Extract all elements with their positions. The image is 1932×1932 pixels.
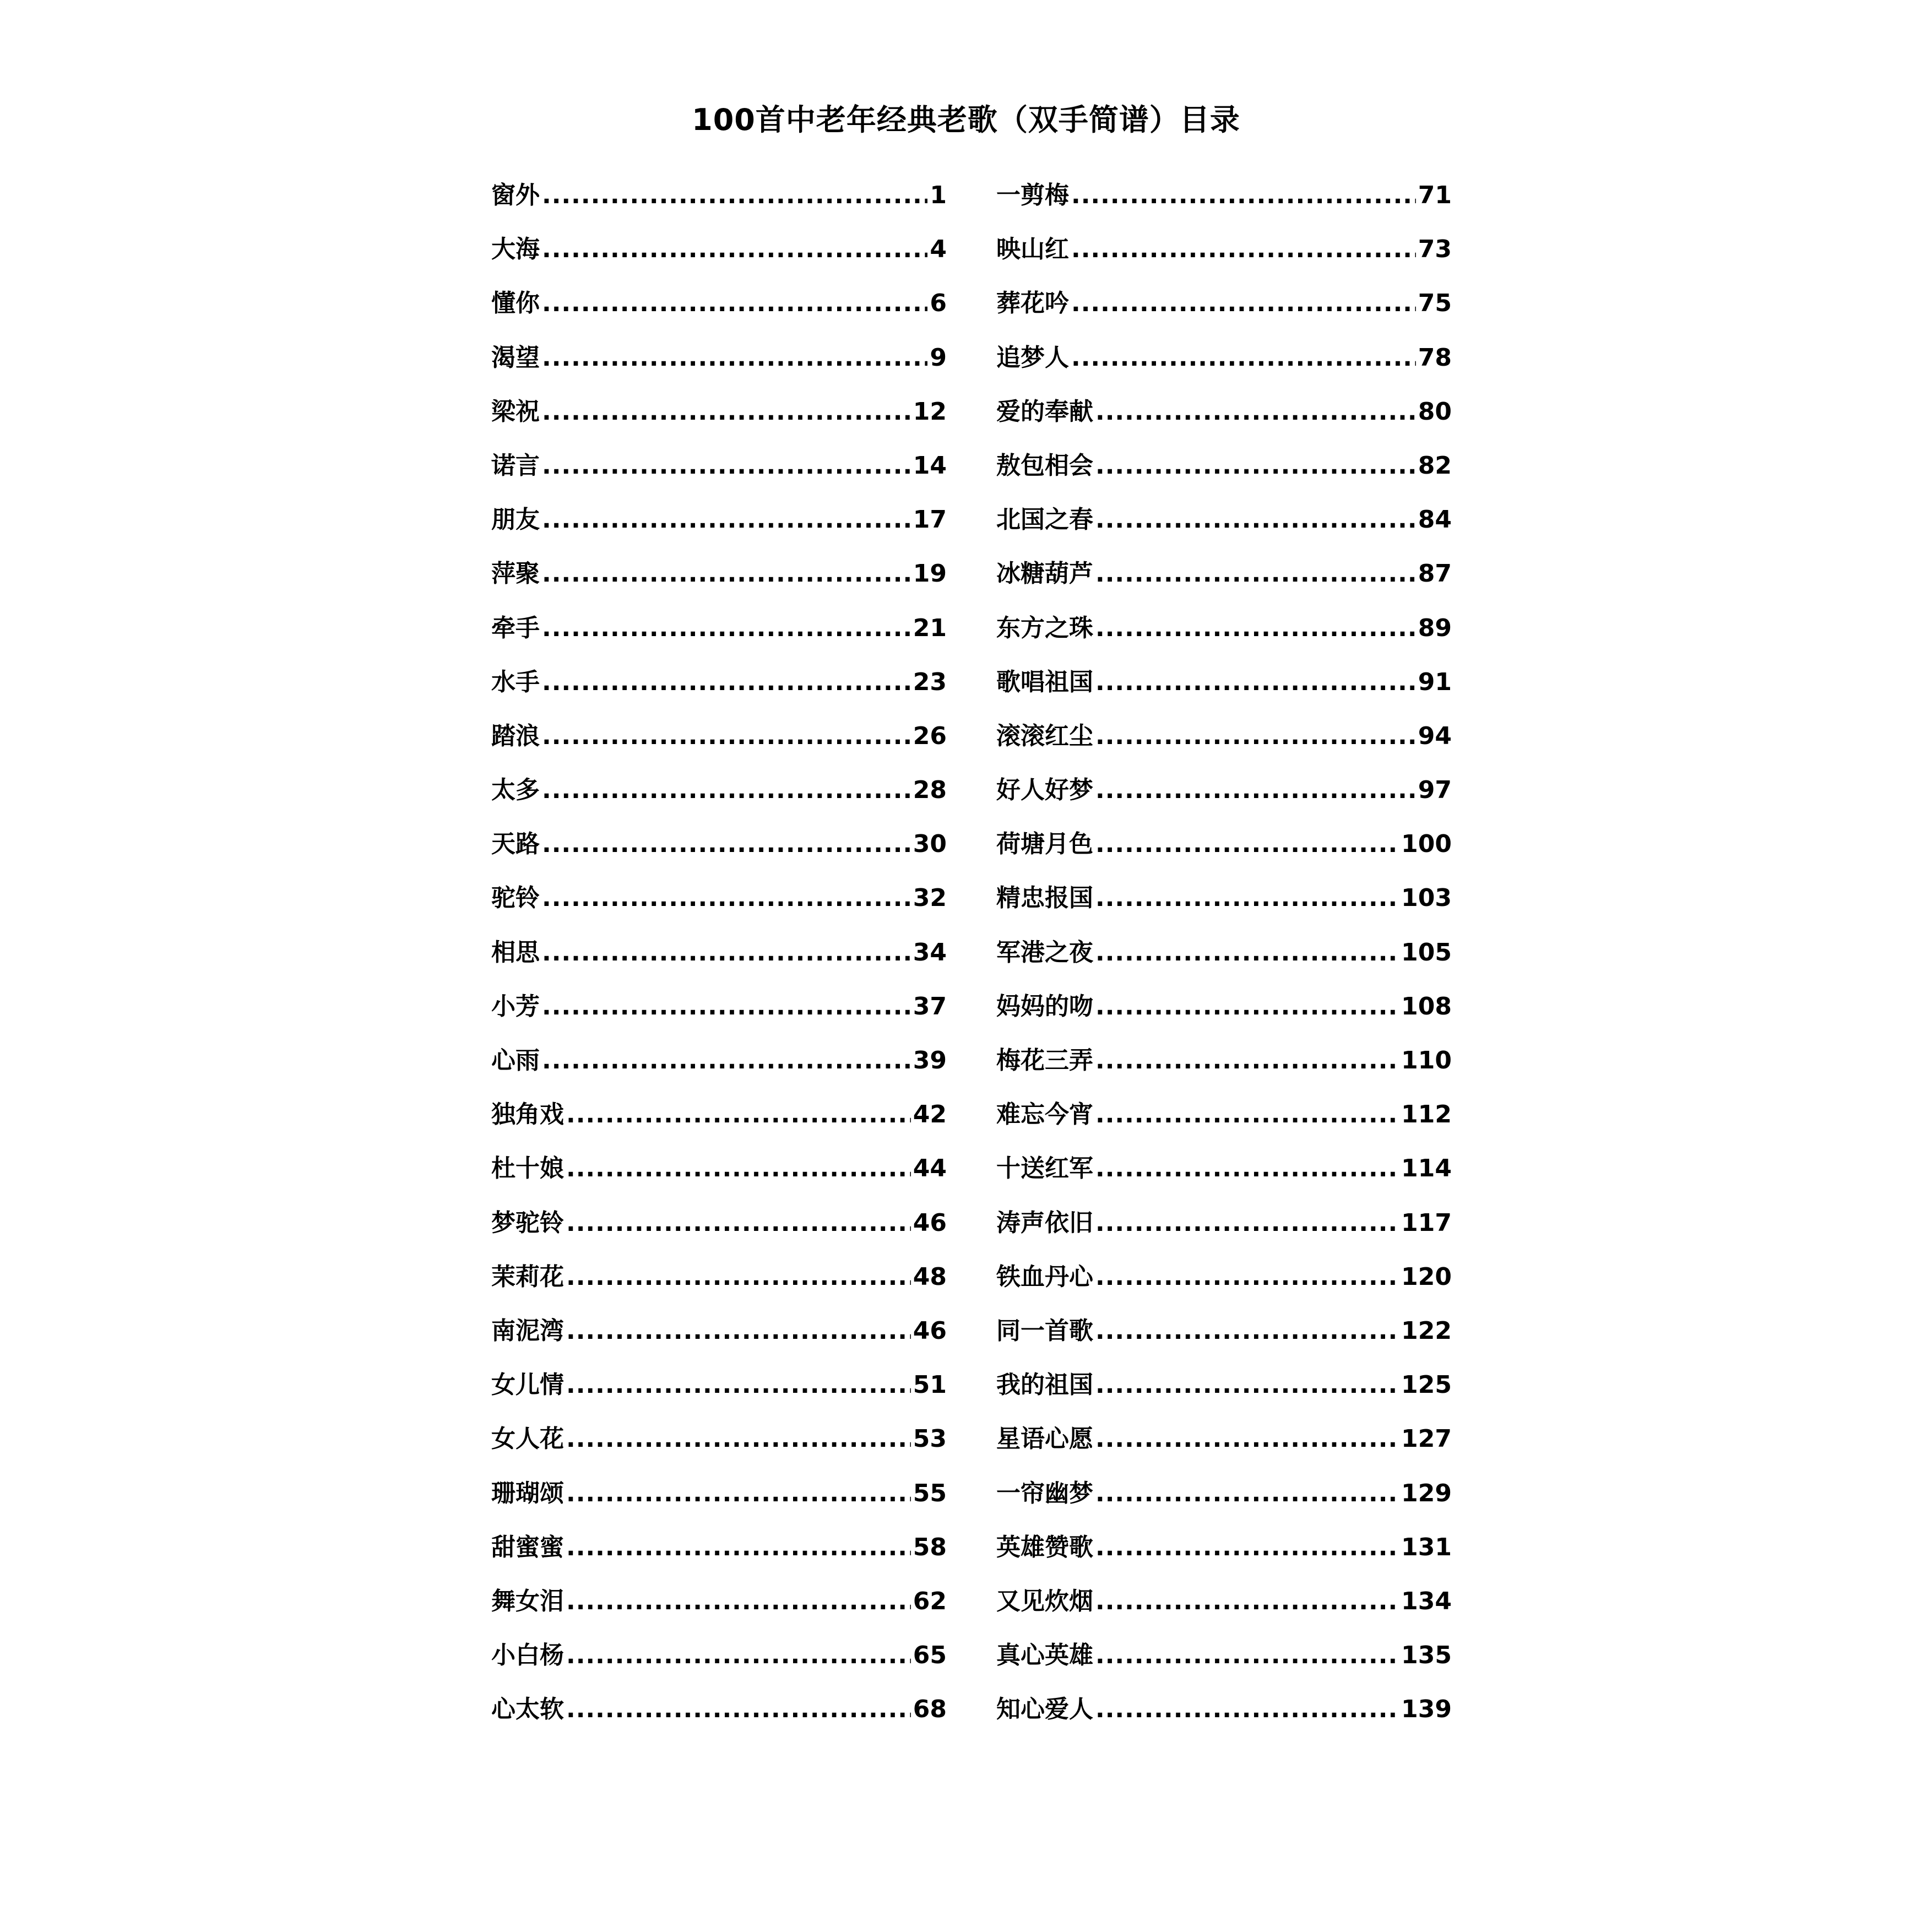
toc-entry-title: 梅花三弄 <box>996 1046 1093 1074</box>
dot-leader <box>542 763 911 817</box>
toc-entry-title: 真心英雄 <box>996 1641 1093 1670</box>
dot-leader <box>1095 439 1416 493</box>
toc-entry-page-number: 117 <box>1401 1208 1452 1237</box>
dot-leader <box>1095 817 1399 871</box>
dot-leader <box>1095 709 1416 763</box>
dot-leader <box>542 980 911 1034</box>
toc-entry-page-number: 78 <box>1418 343 1452 372</box>
dot-leader <box>542 547 911 601</box>
toc-entry <box>491 871 947 925</box>
toc-entry-page-number: 65 <box>913 1641 947 1670</box>
toc-entry-page-number: 127 <box>1401 1425 1452 1453</box>
toc-entry <box>491 980 947 1034</box>
toc-entry <box>996 601 1452 655</box>
toc-entry <box>491 276 947 330</box>
dot-leader <box>542 709 911 763</box>
dot-leader <box>542 169 927 222</box>
toc-entry-title: 大海 <box>491 235 540 264</box>
toc-entry-title: 爱的奉献 <box>996 397 1093 426</box>
toc-entry-page-number: 139 <box>1401 1695 1452 1724</box>
toc-entry-page-number: 17 <box>913 506 947 534</box>
dot-leader <box>542 655 911 709</box>
toc-entry-page-number: 71 <box>1418 181 1452 209</box>
toc-entry-page-number: 135 <box>1401 1641 1452 1670</box>
dot-leader <box>542 439 911 493</box>
toc-entry <box>996 1683 1452 1736</box>
toc-entry <box>996 222 1452 276</box>
toc-entry-page-number: 55 <box>913 1479 947 1507</box>
toc-entry-page-number: 46 <box>913 1316 947 1345</box>
toc-entry-title: 独角戏 <box>491 1100 564 1129</box>
toc-entry-title: 甜蜜蜜 <box>491 1533 564 1561</box>
dot-leader <box>542 601 911 655</box>
toc-column-left <box>491 169 947 1736</box>
dot-leader <box>566 1358 911 1412</box>
toc-entry <box>491 1304 947 1358</box>
toc-entry-title: 小芳 <box>491 992 540 1021</box>
dot-leader <box>1095 1629 1399 1683</box>
toc-entry <box>491 331 947 385</box>
toc-entry-title: 天路 <box>491 830 540 859</box>
toc-entry-title: 南泥湾 <box>491 1316 564 1345</box>
toc-entry-page-number: 53 <box>913 1425 947 1453</box>
toc-entry <box>996 980 1452 1034</box>
dot-leader <box>1095 1250 1399 1304</box>
toc-entry <box>996 1142 1452 1196</box>
toc-entry-title: 太多 <box>491 776 540 805</box>
toc-entry-page-number: 97 <box>1418 776 1452 805</box>
toc-entry <box>491 547 947 601</box>
dot-leader <box>1071 276 1416 330</box>
toc-entry <box>996 709 1452 763</box>
toc-entry-title: 朋友 <box>491 506 540 534</box>
dot-leader <box>566 1250 911 1304</box>
toc-entry-page-number: 73 <box>1418 235 1452 264</box>
dot-leader <box>1095 385 1416 439</box>
dot-leader <box>1095 926 1399 980</box>
dot-leader <box>542 331 927 385</box>
toc-entry-page-number: 30 <box>913 830 947 859</box>
toc-entry-page-number: 48 <box>913 1262 947 1291</box>
toc-entry-page-number: 122 <box>1401 1316 1452 1345</box>
toc-entry-title: 渴望 <box>491 343 540 372</box>
toc-entry-page-number: 37 <box>913 992 947 1021</box>
toc-entry-title: 梦驼铃 <box>491 1208 564 1237</box>
toc-entry-page-number: 21 <box>913 614 947 642</box>
toc-entry <box>996 331 1452 385</box>
toc-entry <box>996 1467 1452 1521</box>
dot-leader <box>542 871 911 925</box>
toc-entry-page-number: 19 <box>913 560 947 588</box>
toc-entry-page-number: 87 <box>1418 560 1452 588</box>
toc-entry-title: 追梦人 <box>996 343 1069 372</box>
toc-entry-page-number: 103 <box>1401 884 1452 913</box>
toc-entry <box>491 1034 947 1088</box>
toc-entry-page-number: 80 <box>1418 397 1452 426</box>
toc-entry-title: 英雄赞歌 <box>996 1533 1093 1561</box>
toc-entry-page-number: 32 <box>913 884 947 913</box>
toc-entry-title: 诺言 <box>491 451 540 480</box>
toc-entry-page-number: 75 <box>1418 289 1452 318</box>
toc-entry-title: 难忘今宵 <box>996 1100 1093 1129</box>
toc-entry-title: 铁血丹心 <box>996 1262 1093 1291</box>
toc-entry <box>996 763 1452 817</box>
toc-entry-page-number: 44 <box>913 1154 947 1183</box>
toc-entry <box>996 1034 1452 1088</box>
toc-entry-title: 知心爱人 <box>996 1695 1093 1724</box>
dot-leader <box>542 817 911 871</box>
toc-entry <box>491 601 947 655</box>
dot-leader <box>566 1575 911 1629</box>
dot-leader <box>1095 1304 1399 1358</box>
toc-entry-page-number: 9 <box>930 343 947 372</box>
toc-entry-title: 茉莉花 <box>491 1262 564 1291</box>
toc-entry <box>491 1521 947 1575</box>
toc-entry-page-number: 100 <box>1401 830 1452 859</box>
toc-entry-title: 水手 <box>491 667 540 696</box>
dot-leader <box>1071 331 1416 385</box>
toc-entry-page-number: 23 <box>913 667 947 696</box>
toc-entry-page-number: 42 <box>913 1100 947 1129</box>
dot-leader <box>542 926 911 980</box>
toc-entry-title: 星语心愿 <box>996 1425 1093 1453</box>
toc-entry-title: 敖包相会 <box>996 451 1093 480</box>
toc-entry-title: 涛声依旧 <box>996 1208 1093 1237</box>
toc-entry-page-number: 4 <box>930 235 947 264</box>
dot-leader <box>1095 871 1399 925</box>
toc-entry-page-number: 94 <box>1418 721 1452 750</box>
toc-entry <box>996 385 1452 439</box>
toc-entry <box>996 1358 1452 1412</box>
dot-leader <box>542 1034 911 1088</box>
toc-entry-page-number: 58 <box>913 1533 947 1561</box>
toc-entry-page-number: 84 <box>1418 506 1452 534</box>
toc-entry <box>996 1250 1452 1304</box>
toc-entry <box>996 547 1452 601</box>
dot-leader <box>566 1683 911 1736</box>
toc-entry-title: 冰糖葫芦 <box>996 560 1093 588</box>
dot-leader <box>566 1521 911 1575</box>
toc-entry <box>996 439 1452 493</box>
toc-entry-page-number: 1 <box>930 181 947 209</box>
toc-entry-page-number: 129 <box>1401 1479 1452 1507</box>
toc-entry-page-number: 114 <box>1401 1154 1452 1183</box>
dot-leader <box>1071 222 1416 276</box>
dot-leader <box>1095 763 1416 817</box>
toc-entry-title: 一剪梅 <box>996 181 1069 209</box>
toc-entry <box>491 709 947 763</box>
toc-entry <box>996 276 1452 330</box>
toc-entry <box>996 1412 1452 1466</box>
toc-entry <box>491 1196 947 1250</box>
dot-leader <box>566 1304 911 1358</box>
dot-leader <box>542 222 927 276</box>
dot-leader <box>1095 1467 1399 1521</box>
toc-entry-title: 牵手 <box>491 614 540 642</box>
toc-entry-title: 踏浪 <box>491 721 540 750</box>
toc-entry-title: 心雨 <box>491 1046 540 1074</box>
toc-entry <box>491 926 947 980</box>
toc-entry-title: 杜十娘 <box>491 1154 564 1183</box>
toc-entry-title: 舞女泪 <box>491 1587 564 1615</box>
dot-leader <box>1095 1088 1399 1142</box>
toc-entry-page-number: 14 <box>913 451 947 480</box>
toc-entry-title: 精忠报国 <box>996 884 1093 913</box>
toc-entry-page-number: 28 <box>913 776 947 805</box>
toc-entry <box>491 385 947 439</box>
toc-entry-title: 北国之春 <box>996 506 1093 534</box>
toc-entry-page-number: 112 <box>1401 1100 1452 1129</box>
toc-entry <box>996 1521 1452 1575</box>
toc-entry-title: 我的祖国 <box>996 1371 1093 1399</box>
toc-entry <box>996 871 1452 925</box>
toc-column-right <box>996 169 1452 1736</box>
toc-entry-title: 小白杨 <box>491 1641 564 1670</box>
toc-entry-page-number: 26 <box>913 721 947 750</box>
toc-entry <box>996 169 1452 222</box>
toc-entry <box>491 1683 947 1736</box>
toc-entry <box>491 1358 947 1412</box>
toc-entry-title: 滚滚红尘 <box>996 721 1093 750</box>
page-title: 100首中老年经典老歌（双手简谱）目录 <box>692 102 1240 137</box>
toc-entry <box>491 817 947 871</box>
dot-leader <box>1071 169 1416 222</box>
toc-entry-title: 女人花 <box>491 1425 564 1453</box>
toc-entry-page-number: 120 <box>1401 1262 1452 1291</box>
toc-entry <box>996 926 1452 980</box>
toc-entry <box>491 1250 947 1304</box>
toc-entry <box>491 1142 947 1196</box>
toc-entry-title: 好人好梦 <box>996 776 1093 805</box>
toc-entry-title: 窗外 <box>491 181 540 209</box>
toc-entry-title: 驼铃 <box>491 884 540 913</box>
toc-entry <box>996 1575 1452 1629</box>
dot-leader <box>1095 980 1399 1034</box>
toc-entry-title: 军港之夜 <box>996 938 1093 967</box>
toc-entry-title: 萍聚 <box>491 560 540 588</box>
toc-entry-title: 懂你 <box>491 289 540 318</box>
dot-leader <box>1095 655 1416 709</box>
toc-entry <box>996 1196 1452 1250</box>
toc-entry <box>491 439 947 493</box>
dot-leader <box>566 1412 911 1466</box>
dot-leader <box>1095 1683 1399 1736</box>
dot-leader <box>1095 1412 1399 1466</box>
dot-leader <box>542 493 911 547</box>
dot-leader <box>1095 1196 1399 1250</box>
toc-entry-title: 东方之珠 <box>996 614 1093 642</box>
toc-entry-title: 一帘幽梦 <box>996 1479 1093 1507</box>
dot-leader <box>1095 493 1416 547</box>
dot-leader <box>566 1142 911 1196</box>
toc-entry-title: 心太软 <box>491 1695 564 1724</box>
toc-entry <box>491 493 947 547</box>
toc-entry-page-number: 39 <box>913 1046 947 1074</box>
dot-leader <box>566 1467 911 1521</box>
dot-leader <box>1095 601 1416 655</box>
toc-entry-title: 妈妈的吻 <box>996 992 1093 1021</box>
toc-entry <box>491 169 947 222</box>
toc-entry <box>491 1575 947 1629</box>
toc-entry-title: 葬花吟 <box>996 289 1069 318</box>
dot-leader <box>1095 1142 1399 1196</box>
toc-entry <box>996 817 1452 871</box>
dot-leader <box>566 1196 911 1250</box>
dot-leader <box>1095 1575 1399 1629</box>
toc-entry-page-number: 134 <box>1401 1587 1452 1615</box>
toc-entry-page-number: 51 <box>913 1371 947 1399</box>
toc-entry-title: 映山红 <box>996 235 1069 264</box>
toc-entry-page-number: 68 <box>913 1695 947 1724</box>
toc-entry <box>491 1629 947 1683</box>
toc-entry-page-number: 12 <box>913 397 947 426</box>
toc-entry-page-number: 131 <box>1401 1533 1452 1561</box>
dot-leader <box>566 1088 911 1142</box>
toc-entry-title: 珊瑚颂 <box>491 1479 564 1507</box>
toc-entry-title: 十送红军 <box>996 1154 1093 1183</box>
toc-entry-page-number: 6 <box>930 289 947 318</box>
toc-entry <box>491 655 947 709</box>
toc-entry <box>491 763 947 817</box>
toc-entry-page-number: 125 <box>1401 1371 1452 1399</box>
toc-entry-title: 梁祝 <box>491 397 540 426</box>
toc-entry <box>996 493 1452 547</box>
toc-entry-page-number: 91 <box>1418 667 1452 696</box>
toc-entry-title: 女儿情 <box>491 1371 564 1399</box>
toc-entry-page-number: 89 <box>1418 614 1452 642</box>
dot-leader <box>1095 1034 1399 1088</box>
toc-entry-title: 相思 <box>491 938 540 967</box>
toc-entry-page-number: 108 <box>1401 992 1452 1021</box>
toc-entry-title: 又见炊烟 <box>996 1587 1093 1615</box>
dot-leader <box>566 1629 911 1683</box>
dot-leader <box>542 276 927 330</box>
dot-leader <box>542 385 911 439</box>
toc-entry <box>996 1088 1452 1142</box>
toc-entry <box>491 222 947 276</box>
toc-entry <box>491 1088 947 1142</box>
toc-entry-page-number: 62 <box>913 1587 947 1615</box>
toc-entry-page-number: 34 <box>913 938 947 967</box>
toc-entry-title: 同一首歌 <box>996 1316 1093 1345</box>
dot-leader <box>1095 547 1416 601</box>
dot-leader <box>1095 1521 1399 1575</box>
toc-entry <box>491 1412 947 1466</box>
toc-entry <box>996 1304 1452 1358</box>
toc-entry <box>491 1467 947 1521</box>
toc-entry <box>996 655 1452 709</box>
toc-entry-page-number: 82 <box>1418 451 1452 480</box>
toc-entry-title: 荷塘月色 <box>996 830 1093 859</box>
toc-entry-page-number: 46 <box>913 1208 947 1237</box>
dot-leader <box>1095 1358 1399 1412</box>
toc-entry-page-number: 110 <box>1401 1046 1452 1074</box>
toc-entry <box>996 1629 1452 1683</box>
toc-entry-title: 歌唱祖国 <box>996 667 1093 696</box>
toc-entry-page-number: 105 <box>1401 938 1452 967</box>
